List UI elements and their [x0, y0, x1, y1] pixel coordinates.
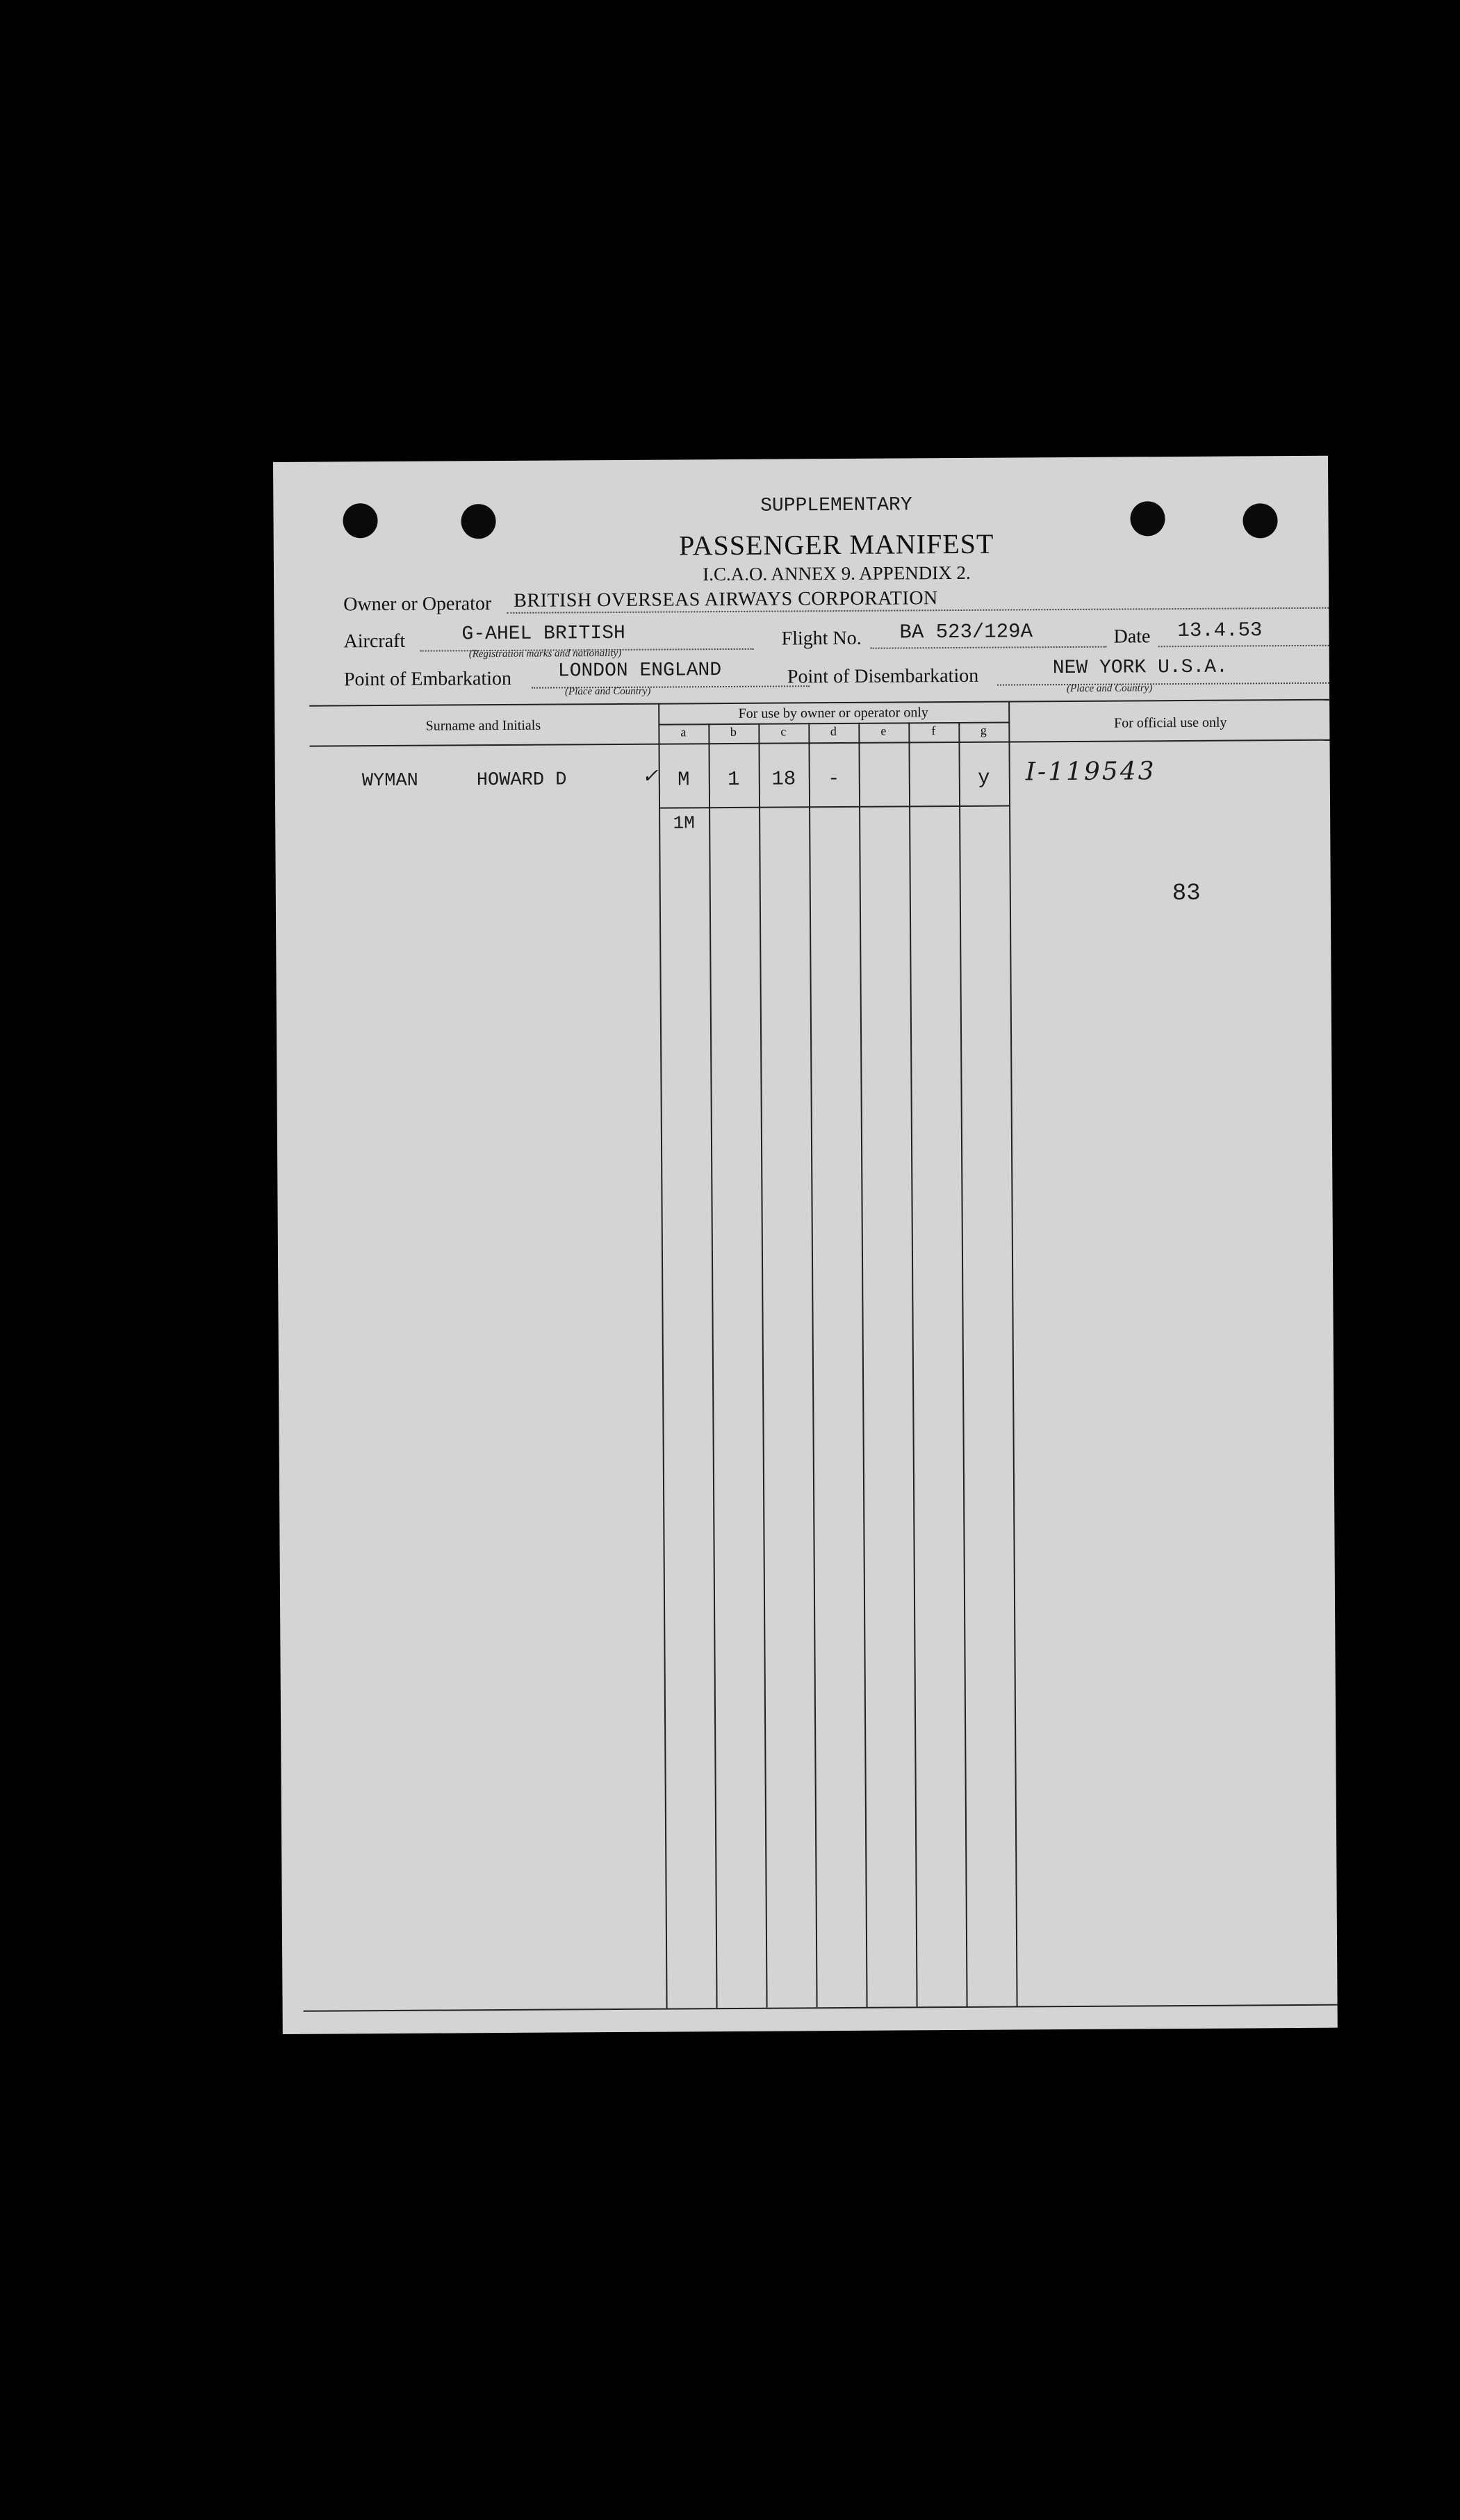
owner-label: Owner or Operator: [343, 593, 492, 616]
sub-col-c: c: [780, 724, 787, 739]
supplementary-stamp: SUPPLEMENTARY: [760, 494, 912, 517]
manifest-subtitle: I.C.A.O. ANNEX 9. APPENDIX 2.: [703, 562, 971, 585]
sub-col-d: d: [830, 724, 837, 739]
cell-g: y: [977, 766, 990, 789]
aircraft-caption: (Registration marks and nationality): [468, 647, 622, 660]
embark-caption: (Place and Country): [564, 685, 651, 698]
owner-value: BRITISH OVERSEAS AIRWAYS CORPORATION: [514, 587, 938, 612]
passenger-surname: WYMAN: [361, 770, 418, 792]
sub-col-g: g: [980, 723, 987, 737]
aircraft-label: Aircraft: [343, 630, 406, 653]
manifest-page: [273, 456, 1338, 2034]
date-value: 13.4.53: [1177, 619, 1263, 643]
flight-label: Flight No.: [781, 627, 862, 650]
cell-c: 18: [771, 767, 796, 791]
passenger-total: 1M: [673, 812, 695, 834]
check-mark: ✓: [641, 764, 659, 787]
sub-col-a: a: [680, 725, 687, 739]
disembark-caption: (Place and Country): [1066, 682, 1153, 695]
sub-col-f: f: [931, 723, 936, 738]
manifest-title: PASSENGER MANIFEST: [678, 527, 994, 562]
cell-b: 1: [727, 767, 740, 792]
disembark-label: Point of Disembarkation: [787, 664, 979, 688]
col-official-header: For official use only: [1114, 714, 1227, 731]
passenger-initials: HOWARD D: [476, 769, 567, 792]
sub-col-b: b: [730, 724, 737, 739]
official-number: I-119543: [1025, 757, 1156, 787]
flight-value: BA 523/129A: [899, 620, 1033, 644]
sub-col-e: e: [880, 723, 887, 738]
punch-hole-1: [343, 503, 377, 538]
page-number: 83: [1172, 880, 1201, 908]
col-surname-header: Surname and Initials: [425, 717, 541, 734]
punch-hole-2: [461, 504, 495, 539]
date-label: Date: [1113, 625, 1151, 648]
col-operator-group-header: For use by owner or operator only: [738, 705, 928, 721]
embark-value: LONDON ENGLAND: [557, 660, 722, 682]
punch-hole-3: [1130, 501, 1165, 536]
cell-d: -: [827, 767, 840, 791]
embark-label: Point of Embarkation: [343, 667, 512, 691]
disembark-value: NEW YORK U.S.A.: [1052, 656, 1228, 680]
cell-a: M: [677, 768, 690, 792]
aircraft-value: G-AHEL BRITISH: [461, 622, 625, 646]
punch-hole-4: [1242, 503, 1277, 538]
